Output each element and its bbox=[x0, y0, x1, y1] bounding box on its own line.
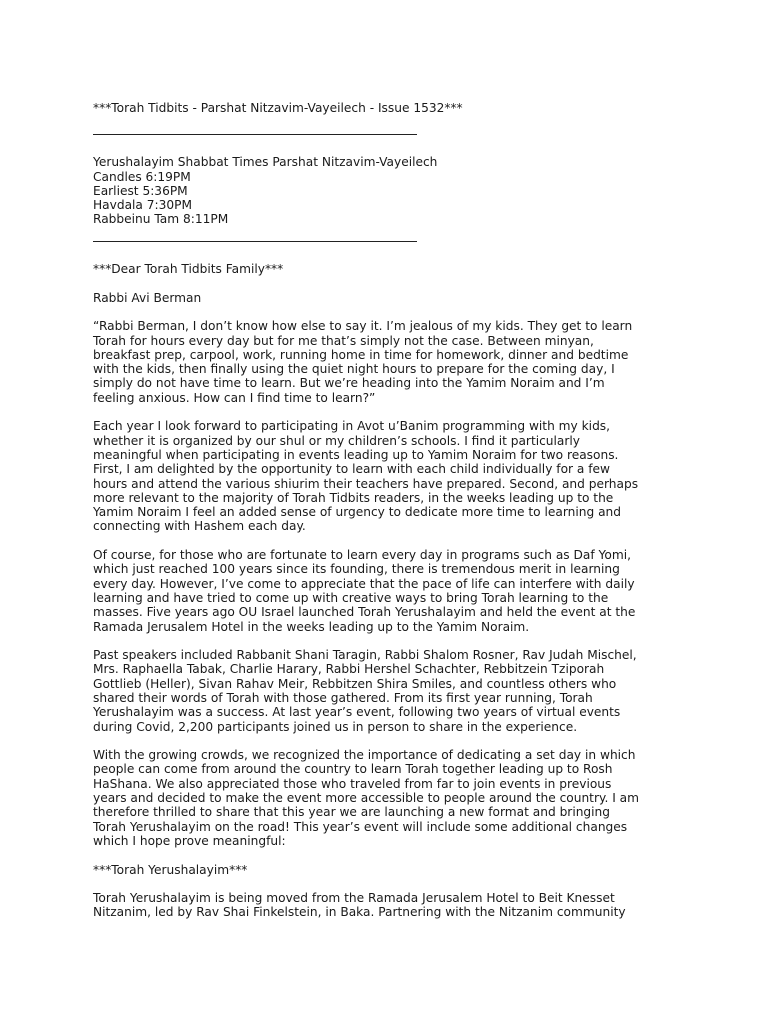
paragraph-5 bbox=[93, 748, 683, 848]
rabbeinu-tam-time: Rabbeinu Tam 8:11PM bbox=[93, 212, 229, 227]
paragraph-line: feeling anxious. How can I find time to learn?” bbox=[93, 390, 376, 405]
paragraph-line: Ramada Jerusalem Hotel in the weeks leading up to the Yamim Noraim. bbox=[93, 619, 530, 634]
havdala-time: Havdala 7:30PM bbox=[93, 198, 193, 213]
paragraph-line: With the growing crowds, we recognized the importance of dedicating a set day in which bbox=[93, 748, 636, 763]
paragraph-line: breakfast prep, carpool, work, running home in time for homework, dinner and bedtime bbox=[93, 347, 629, 362]
paragraph-line: Yamim Noraim I feel an added sense of urgency to dedicate more time to learning and bbox=[93, 505, 622, 520]
paragraph-line: masses. Five years ago OU Israel launched Torah Yerushalayim and held the event at the bbox=[93, 605, 636, 620]
paragraph-line: Yerushalayim was a success. At last year’s event, following two years of virtual events bbox=[93, 705, 621, 720]
paragraph-line: during Covid, 2,200 participants joined us in person to share in the experience. bbox=[93, 719, 578, 734]
paragraph-line: which just reached 100 years since its founding, there is tremendous merit in learning bbox=[93, 562, 620, 577]
paragraph-line: Nitzanim, led by Rav Shai Finkelstein, in Baka. Partnering with the Nitzanim community bbox=[93, 905, 626, 920]
paragraph-line: Mrs. Raphaella Tabak, Charlie Harary, Rabbi Hershel Schachter, Rebbitzein Tziporah bbox=[93, 662, 605, 677]
paragraph-line: simply do not have time to learn. But we’re heading into the Yamim Noraim and I’m bbox=[93, 376, 605, 391]
article-heading: ***Dear Torah Tidbits Family*** bbox=[93, 262, 284, 277]
paragraph-4 bbox=[93, 648, 683, 734]
paragraph-line: HaShana. We also appreciated those who traveled from far to join events in previous bbox=[93, 776, 612, 791]
paragraph-line: more relevant to the majority of Torah Tidbits readers, in the weeks leading up to the bbox=[93, 490, 614, 505]
paragraph-line: hours and attend the various shiurim their teachers have prepared. Second, and perhaps bbox=[93, 476, 639, 491]
paragraph-line: Torah Yerushalayim is being moved from the Ramada Jerusalem Hotel to Beit Knesset bbox=[93, 891, 615, 906]
paragraph-line: Past speakers included Rabbanit Shani Taragin, Rabbi Shalom Rosner, Rav Judah Mischel, bbox=[93, 648, 637, 663]
paragraph-line: therefore thrilled to share that this year we are launching a new format and bringing bbox=[93, 805, 611, 820]
paragraph-line: shared their words of Torah with those gathered. From its first year running, Torah bbox=[93, 690, 593, 705]
paragraph-line: First, I am delighted by the opportunity to learn with each child individually for a few bbox=[93, 462, 611, 477]
document-page bbox=[93, 101, 683, 934]
paragraph-line: Torah Yerushalayim on the road! This year’s event will include some additional changes bbox=[93, 819, 628, 834]
paragraph-2 bbox=[93, 419, 683, 533]
paragraph-line: every day. However, I’ve come to appreciate that the pace of life can interfere with daily bbox=[93, 576, 635, 591]
paragraph-line: years and decided to make the event more accessible to people around the country. I am bbox=[93, 791, 640, 806]
paragraph-6 bbox=[93, 891, 683, 920]
paragraph-line: which I hope prove meaningful: bbox=[93, 833, 286, 848]
paragraph-line: connecting with Hashem each day. bbox=[93, 519, 306, 534]
paragraph-line: Each year I look forward to participating in Avot u’Banim programming with my kids, bbox=[93, 419, 611, 434]
paragraph-line: “Rabbi Berman, I don’t know how else to say it. I’m jealous of my kids. They get to learn bbox=[93, 319, 633, 334]
divider-line bbox=[93, 241, 417, 242]
shabbat-times-block bbox=[93, 155, 683, 226]
section-subheading: ***Torah Yerushalayim*** bbox=[93, 862, 248, 877]
earliest-time: Earliest 5:36PM bbox=[93, 183, 188, 198]
paragraph-line: people can come from around the country to learn Torah together leading up to Rosh bbox=[93, 762, 613, 777]
candles-time: Candles 6:19PM bbox=[93, 169, 191, 184]
paragraph-line: learning and have tried to come up with creative ways to bring Torah learning to the bbox=[93, 590, 609, 605]
paragraph-line: Gottlieb (Heller), Sivan Rahav Meir, Rebbitzen Shira Smiles, and countless others who bbox=[93, 676, 617, 691]
paragraph-1 bbox=[93, 319, 683, 405]
paragraph-3 bbox=[93, 548, 683, 634]
paragraph-line: whether it is organized by our shul or my children’s schools. I find it particularly bbox=[93, 433, 580, 448]
shabbat-times-heading: Yerushalayim Shabbat Times Parshat Nitzavim-Vayeilech bbox=[93, 155, 438, 170]
paragraph-line: meaningful when participating in events leading up to Yamim Noraim for two reasons. bbox=[93, 447, 619, 462]
divider-line bbox=[93, 134, 417, 135]
article-author: Rabbi Avi Berman bbox=[93, 290, 202, 305]
newsletter-title: ***Torah Tidbits - Parshat Nitzavim-Vayeilech - Issue 1532*** bbox=[93, 101, 463, 115]
paragraph-line: Torah for hours every day but for me that’s simply not the case. Between minyan, bbox=[93, 333, 594, 348]
paragraph-line: with the kids, then finally using the quiet night hours to prepare for the coming day, I bbox=[93, 362, 615, 377]
paragraph-line: Of course, for those who are fortunate to learn every day in programs such as Daf Yomi, bbox=[93, 548, 631, 563]
